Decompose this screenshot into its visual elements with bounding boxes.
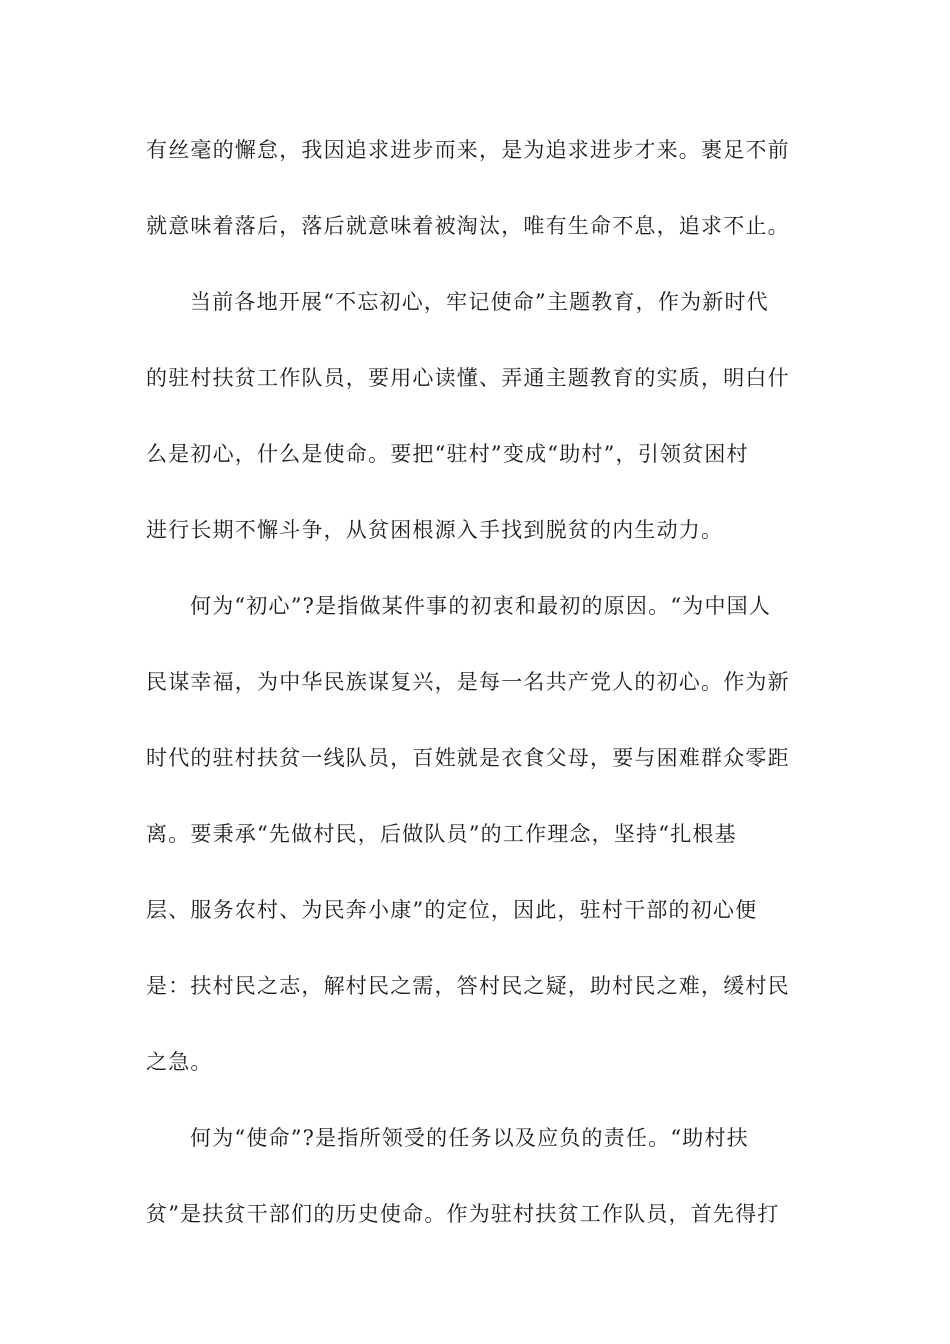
text-line: 的驻村扶贫工作队员，要用心读懂、弄通主题教育的实质，明白什: [146, 366, 790, 390]
text-line: 么是初心，什么是使命。要把“驻村”变成“助村”，引领贫困村: [146, 442, 749, 466]
text-line: 就意味着落后，落后就意味着被淘汰，唯有生命不息，追求不止。: [146, 214, 790, 238]
paragraph-first-line: 何为“初心”?是指做某件事的初衷和最初的原因。“为中国人: [190, 594, 772, 618]
text-line: 进行长期不懈斗争，从贫困根源入手找到脱贫的内生动力。: [146, 518, 724, 542]
text-line: 离。要秉承“先做村民，后做队员”的工作理念，坚持“扎根基: [146, 822, 737, 846]
text-line: 贫”是扶贫干部们的历史使命。作为驻村扶贫工作队员，首先得打: [146, 1202, 780, 1226]
text-line: 民谋幸福，为中华民族谋复兴，是每一名共产党人的初心。作为新: [146, 670, 790, 694]
paragraph-first-line: 何为“使命”?是指所领受的任务以及应负的责任。“助村扶: [190, 1126, 749, 1150]
text-line: 是：扶村民之志，解村民之需，答村民之疑，助村民之难，缓村民: [146, 974, 790, 998]
text-line: 有丝毫的懈怠，我因追求进步而来，是为追求进步才来。裹足不前: [146, 138, 790, 162]
text-line: 层、服务农村、为民奔小康”的定位，因此，驻村干部的初心便: [146, 898, 758, 922]
paragraph-first-line: 当前各地开展“不忘初心，牢记使命”主题教育，作为新时代: [190, 290, 769, 314]
text-line: 之急。: [146, 1050, 213, 1074]
text-line: 时代的驻村扶贫一线队员，百姓就是衣食父母，要与困难群众零距: [146, 746, 790, 770]
